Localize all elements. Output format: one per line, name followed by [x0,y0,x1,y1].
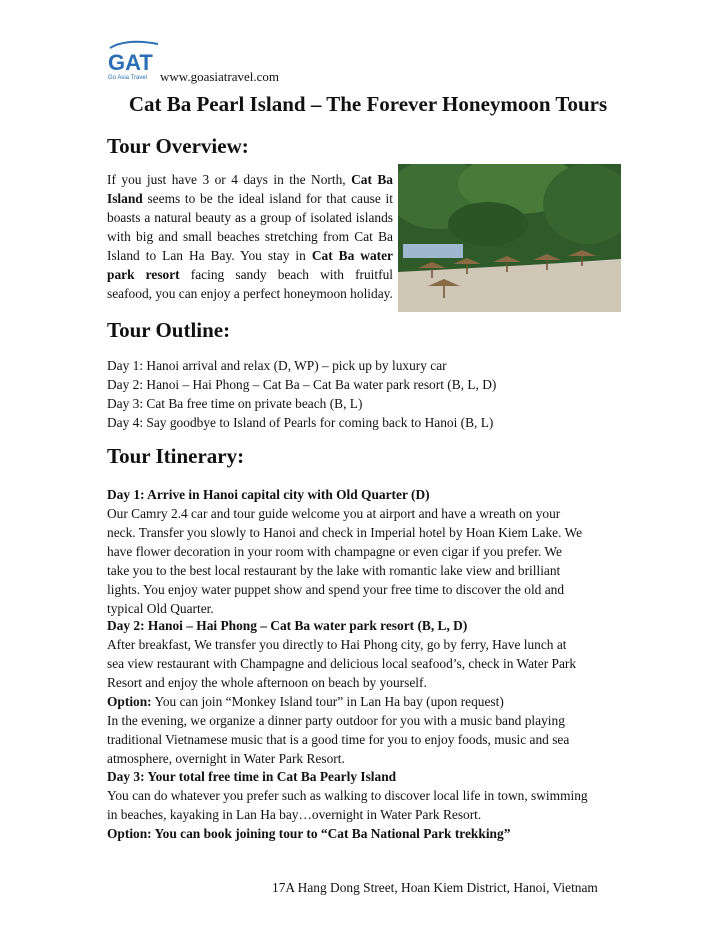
day2-line: Resort and enjoy the whole afternoon on beach by yourself. [107,675,427,690]
company-logo [106,40,166,80]
day2-line: atmosphere, overnight in Water Park Resort. [107,751,345,766]
day1-line: neck. Transfer you slowly to Hanoi and check in Imperial hotel by Hoan Kiem Lake. We [107,525,583,540]
day1-line: Our Camry 2.4 car and tour guide welcome you at airport and have a wreath on your [107,506,561,521]
day2-option [107,692,621,711]
day2-line: traditional Vietnamese music that is a good time for you to enjoy foods, music and sea [107,732,570,747]
logo-text: GAT [108,50,153,75]
overview-paragraph [107,170,393,303]
day2-line: After breakfast, We transfer you directly to Hai Phong city, go by ferry, Have lunch at [107,637,567,652]
day3-line: You can do whatever you prefer such as walking to discover local life in town, swimming [107,788,588,803]
day1-line: lights. You enjoy water puppet show and spend your free time to discover the old and [107,582,565,597]
day3-title: Day 3: Your total free time in Cat Ba Pearly Island [107,769,397,784]
day2-title: Day 2: Hanoi – Hai Phong – Cat Ba water park resort (B, L, D) [107,618,468,633]
list-item: Day 4: Say goodbye to Island of Pearls for coming back to Hanoi (B, L) [107,415,494,430]
list-item: Day 3: Cat Ba free time on private beach (B, L) [107,396,363,411]
footer-address: 17A Hang Dong Street, Hoan Kiem District, Hanoi, Vietnam [272,880,598,895]
day2-option-text: You can join “Monkey Island tour” in Lan Ha bay (upon request) [151,694,504,709]
day1-section [107,485,621,618]
overview-text-2: seems to be the ideal island for that cause it boasts a natural beauty as a group of isolated islands with big and small beaches stretching from Cat Ba Island to Lan Ha Bay. You stay in [107,191,393,263]
overview-text-3: facing sandy beach with fruitful seafood, you can enjoy a perfect honeymoon holiday. [107,267,393,301]
island-beach-photo [398,164,621,312]
day2-option-label: Option: [107,694,152,709]
overview-text-1: If you just have 3 or 4 days in the North, [107,172,346,187]
itinerary-heading: Tour Itinerary: [107,444,245,468]
day1-line: have flower decoration in your room with champagne or even cigar if you prefer. We [107,544,562,559]
day3-option: Option: You can book joining tour to “Cat Ba National Park trekking” [107,826,511,841]
outline-list [107,356,627,432]
website-url[interactable]: www.goasiatravel.com [160,69,280,84]
day3-line: in beaches, kayaking in Lan Ha bay…overnight in Water Park Resort. [107,807,482,822]
page-title: Cat Ba Pearl Island – The Forever Honeymoon Tours [128,92,608,116]
overview-bold-2: Cat Ba water park resort [107,248,393,282]
list-item: Day 1: Hanoi arrival and relax (D, WP) – pick up by luxury car [107,358,447,373]
day2-line: sea view restaurant with Champagne and delicious local seafood’s, check in Water Park [107,656,577,671]
day1-line: take you to the best local restaurant by the lake with romantic lake view and brilliant [107,563,561,578]
overview-bold-1: Cat Ba Island [107,172,393,206]
outline-heading: Tour Outline: [107,318,231,342]
day2-section [107,616,621,768]
day2-line: In the evening, we organize a dinner party outdoor for you with a music band playing [107,713,565,728]
logo-subtext: Go Asia Travel [108,75,148,80]
day1-line: typical Old Quarter. [107,601,214,616]
overview-heading: Tour Overview: [107,134,249,158]
day3-section [107,767,621,843]
day1-title: Day 1: Arrive in Hanoi capital city with Old Quarter (D) [107,487,430,502]
list-item: Day 2: Hanoi – Hai Phong – Cat Ba – Cat Ba water park resort (B, L, D) [107,377,497,392]
